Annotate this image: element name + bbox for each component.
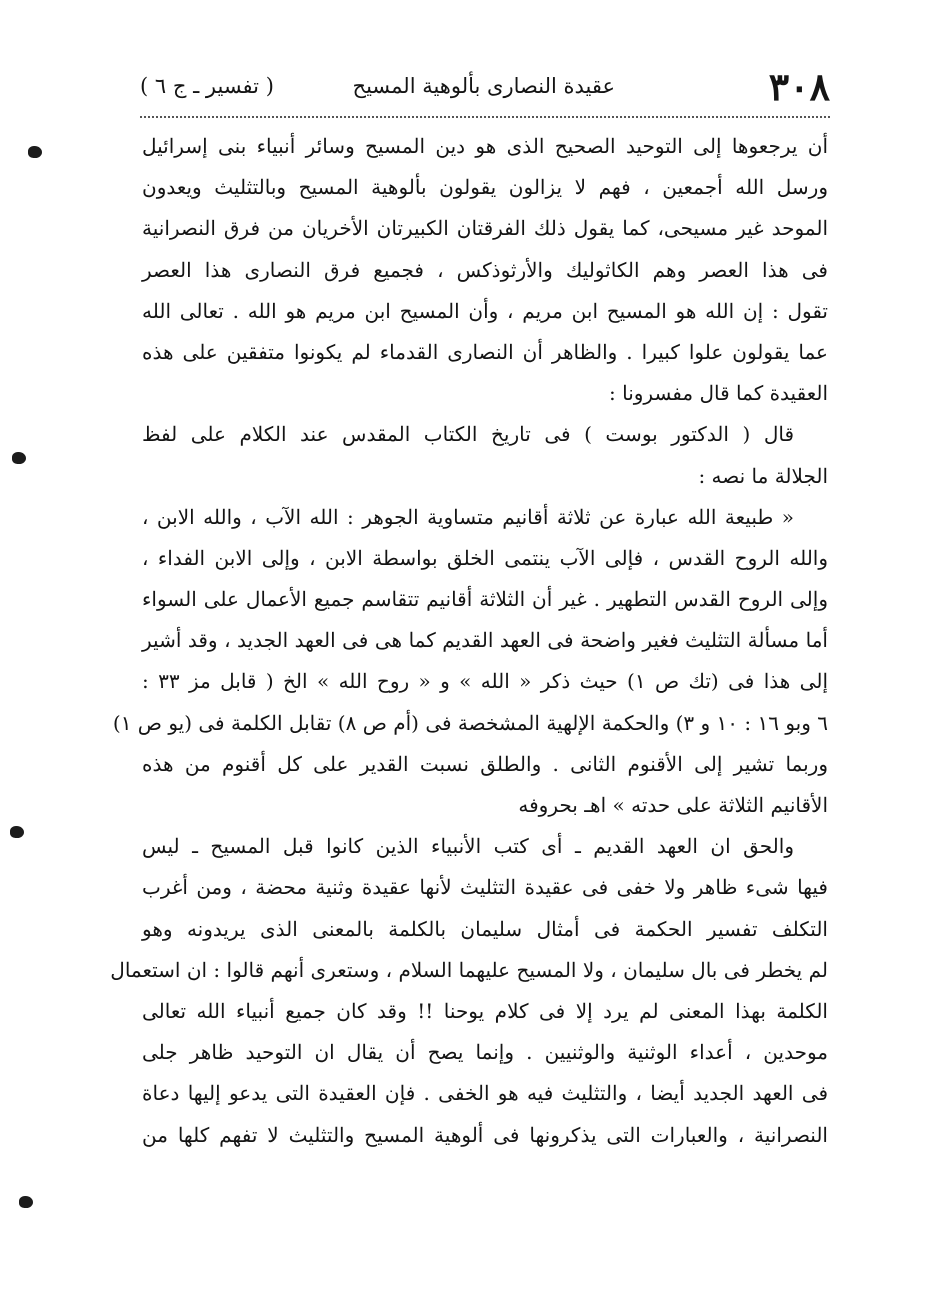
ink-spot-icon	[19, 1196, 33, 1208]
text-line: وربما تشير إلى الأقنوم الثانى . والطلق نسبت القدير على كل أقنوم من هذه	[142, 751, 828, 776]
text-line: فى العهد الجديد أيضا ، والتثليث فيه هو الخفى . فإن العقيدة التى يدعو إليها دعاة	[142, 1081, 829, 1106]
running-reference: ( تفسير ـ ج ٦ )	[140, 74, 274, 98]
text-line: والله الروح القدس ، فإلى الآب ينتمى الخلق بواسطة الابن ، وإلى الابن الفداء ،	[142, 545, 828, 570]
text-line: أما مسألة التثليث فغير واضحة فى العهد القديم كما هى فى العهد الجديد ، وقد أشير	[142, 628, 828, 653]
text-line: قال ( الدكتور بوست ) فى تاريخ الكتاب المقدس عند الكلام على لفظ	[142, 422, 794, 447]
text-line: فى هذا العصر وهم الكاثوليك والأرثوذكس ، فجميع فرق النصارى هذا العصر	[142, 257, 828, 282]
text-line: عما يقولون علوا كبيرا . والظاهر أن النصارى القدماء لم يكونوا متفقين على هذه	[142, 339, 828, 364]
text-line: العقيدة كما قال مفسرونا :	[609, 381, 828, 406]
text-line: الأقانيم الثلاثة على حدته » اهـ بحروفه	[518, 793, 828, 817]
text-line: أن يرجعوها إلى التوحيد الصحيح الذى هو دين المسيح وسائر أنبياء بنى إسرائيل	[142, 134, 828, 158]
ink-spot-icon	[10, 826, 24, 838]
text-line: ورسل الله أجمعين ، فهم لا يزالون يقولون بألوهية المسيح وبالتثليث ويعدون	[142, 175, 828, 200]
text-line: التكلف تفسير الحكمة فى أمثال سليمان بالكلمة بالمعنى الذى يريدونه وهو	[142, 916, 828, 941]
text-line: وإلى الروح القدس التطهير . غير أن الثلاثة أقانيم تتقاسم جميع الأعمال على السواء	[142, 587, 828, 612]
page-number: ٣٠٨	[768, 64, 830, 109]
page-header	[140, 62, 830, 114]
text-line: الجلالة ما نصه :	[698, 463, 828, 488]
text-line: إلى هذا فى (تك ص ١) حيث ذكر « الله » و « روح الله » الخ ( قابل مز ٣٣ :	[142, 669, 829, 694]
text-line: تقول : إن الله هو المسيح ابن مريم ، وأن المسيح ابن مريم هو الله . تعالى الله	[142, 298, 828, 323]
ink-spot-icon	[28, 146, 42, 158]
running-title: عقيدة النصارى بألوهية المسيح	[352, 74, 615, 98]
text-line: والحق ان العهد القديم ـ أى كتب الأنبياء الذين كانوا قبل المسيح ـ ليس	[142, 834, 794, 859]
text-line: فيها شىء ظاهر ولا خفى فى عقيدة التثليث لأنها عقيدة وثنية محضة ، ومن أغرب	[142, 875, 828, 900]
text-line: ٦ وبو ١٦ : ١٠ و ٣) والحكمة الإلهية المشخصة فى (أم ص ٨) تقابل الكلمة فى (يو ص ١)	[112, 710, 828, 735]
text-line: لم يخطر فى بال سليمان ، ولا المسيح عليهما السلام ، وستعرى أنهم قالوا : ان استعمال	[110, 957, 828, 982]
body-text	[110, 126, 829, 1156]
ink-spot-icon	[12, 452, 26, 464]
text-line: النصرانية ، والعبارات التى يذكرونها فى ألوهية المسيح والتثليث لا تفهم كلها من	[142, 1122, 828, 1147]
text-line: الموحد غير مسيحى، كما يقول ذلك الفرقتان الكبيرتان الأخريان من فرق النصرانية	[142, 216, 828, 241]
header-divider	[140, 116, 830, 118]
text-line: موحدين ، أعداء الوثنية والوثنيين . وإنما يصح أن يقال ان التوحيد ظاهر جلى	[142, 1040, 828, 1065]
text-line: « طبيعة الله عبارة عن ثلاثة أقانيم متساوية الجوهر : الله الآب ، والله الابن ،	[142, 504, 794, 529]
text-line: الكلمة بهذا المعنى لم يرد إلا فى كلام يوحنا !! وقد كان جميع أنبياء الله تعالى	[142, 998, 828, 1023]
